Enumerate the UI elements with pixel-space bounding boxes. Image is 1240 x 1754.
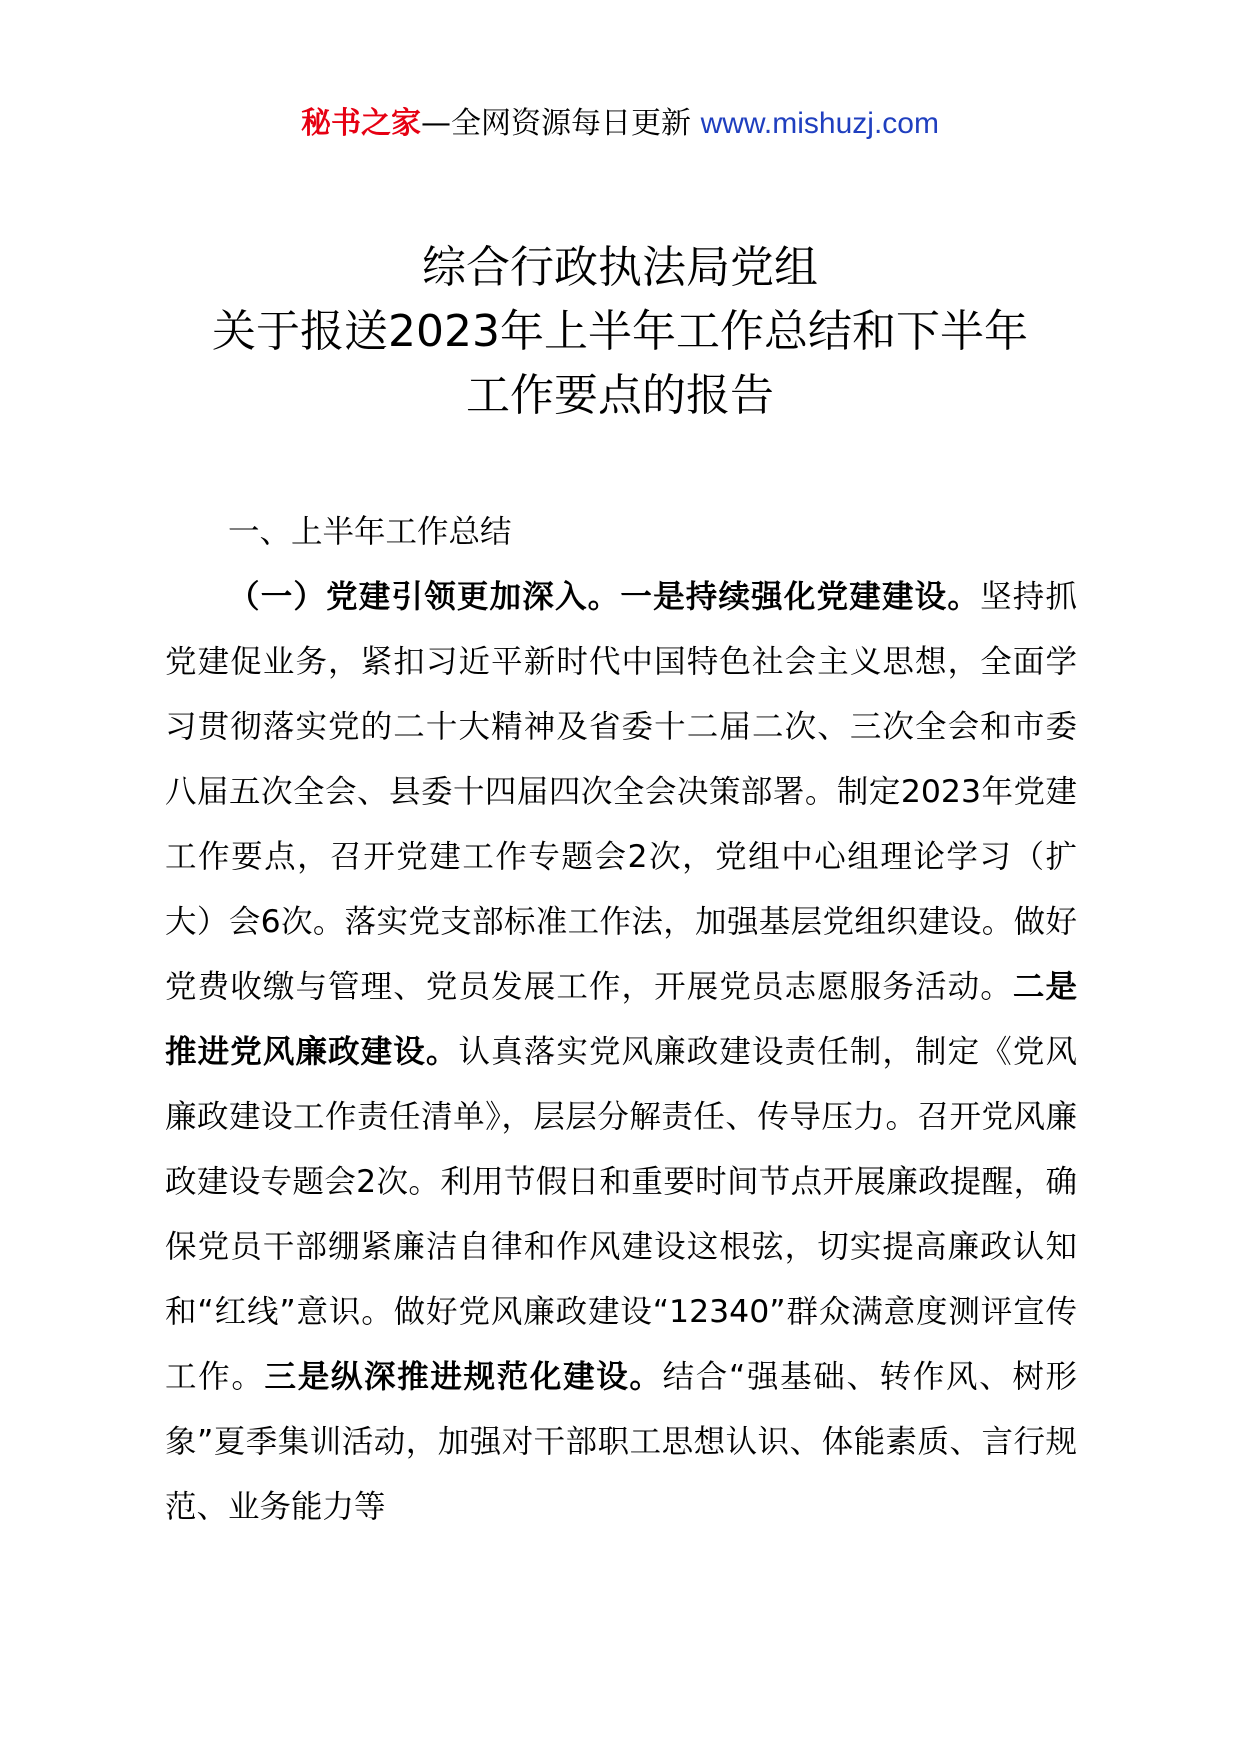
site-header	[0, 100, 1240, 148]
title-line-2: 关于报送2023年上半年工作总结和下半年	[212, 306, 1028, 357]
point-text-3: 结合“强基础、转作风、树形象”夏季集训活动，加强对干部职工思想认识、体能素质、言行规范、业务能力等	[165, 1359, 1077, 1525]
document-body	[165, 500, 1077, 1540]
title-line-1: 综合行政执法局党组	[422, 242, 818, 293]
body-paragraph	[165, 565, 1077, 1540]
section-heading: 一、上半年工作总结	[228, 514, 512, 550]
point-heading-2: 二是推进党风廉政建设。	[165, 969, 1077, 1070]
title-line-3: 工作要点的报告	[466, 370, 774, 421]
site-url-link[interactable]: www.mishuzj.com	[700, 107, 939, 140]
point-text-1: 坚持抓党建促业务，紧扣习近平新时代中国特色社会主义思想，全面学习贯彻落实党的二十大精神及省委十二届二次、三次全会和市委八届五次全会、县委十四届四次全会决策部署。制定2023年党建工作要点，召开党建工作专题会2次，党组中心组理论学习（扩大）会6次。落实党支部标准工作法，加强基层党组织建设。做好党费收缴与管理、党员发展工作，开展党员志愿服务活动。	[165, 579, 1077, 1005]
point-heading-3: 三是纵深推进规范化建设。	[264, 1359, 663, 1395]
site-tagline: —全网资源每日更新	[421, 106, 692, 141]
point-heading-1: 一是持续强化党建建设。	[620, 579, 981, 615]
document-title	[0, 236, 1240, 428]
subsection-heading: （一）党建引领更加深入。	[228, 579, 621, 615]
point-text-2: 认真落实党风廉政建设责任制，制定《党风廉政建设工作责任清单》，层层分解责任、传导压力。召开党风廉政建设专题会2次。利用节假日和重要时间节点开展廉政提醒，确保党员干部绷紧廉洁自律和作风建设这根弦，切实提高廉政认知和“红线”意识。做好党风廉政建设“12340”群众满意度测评宣传工作。	[165, 1034, 1077, 1395]
site-brand: 秘书之家	[301, 106, 422, 141]
